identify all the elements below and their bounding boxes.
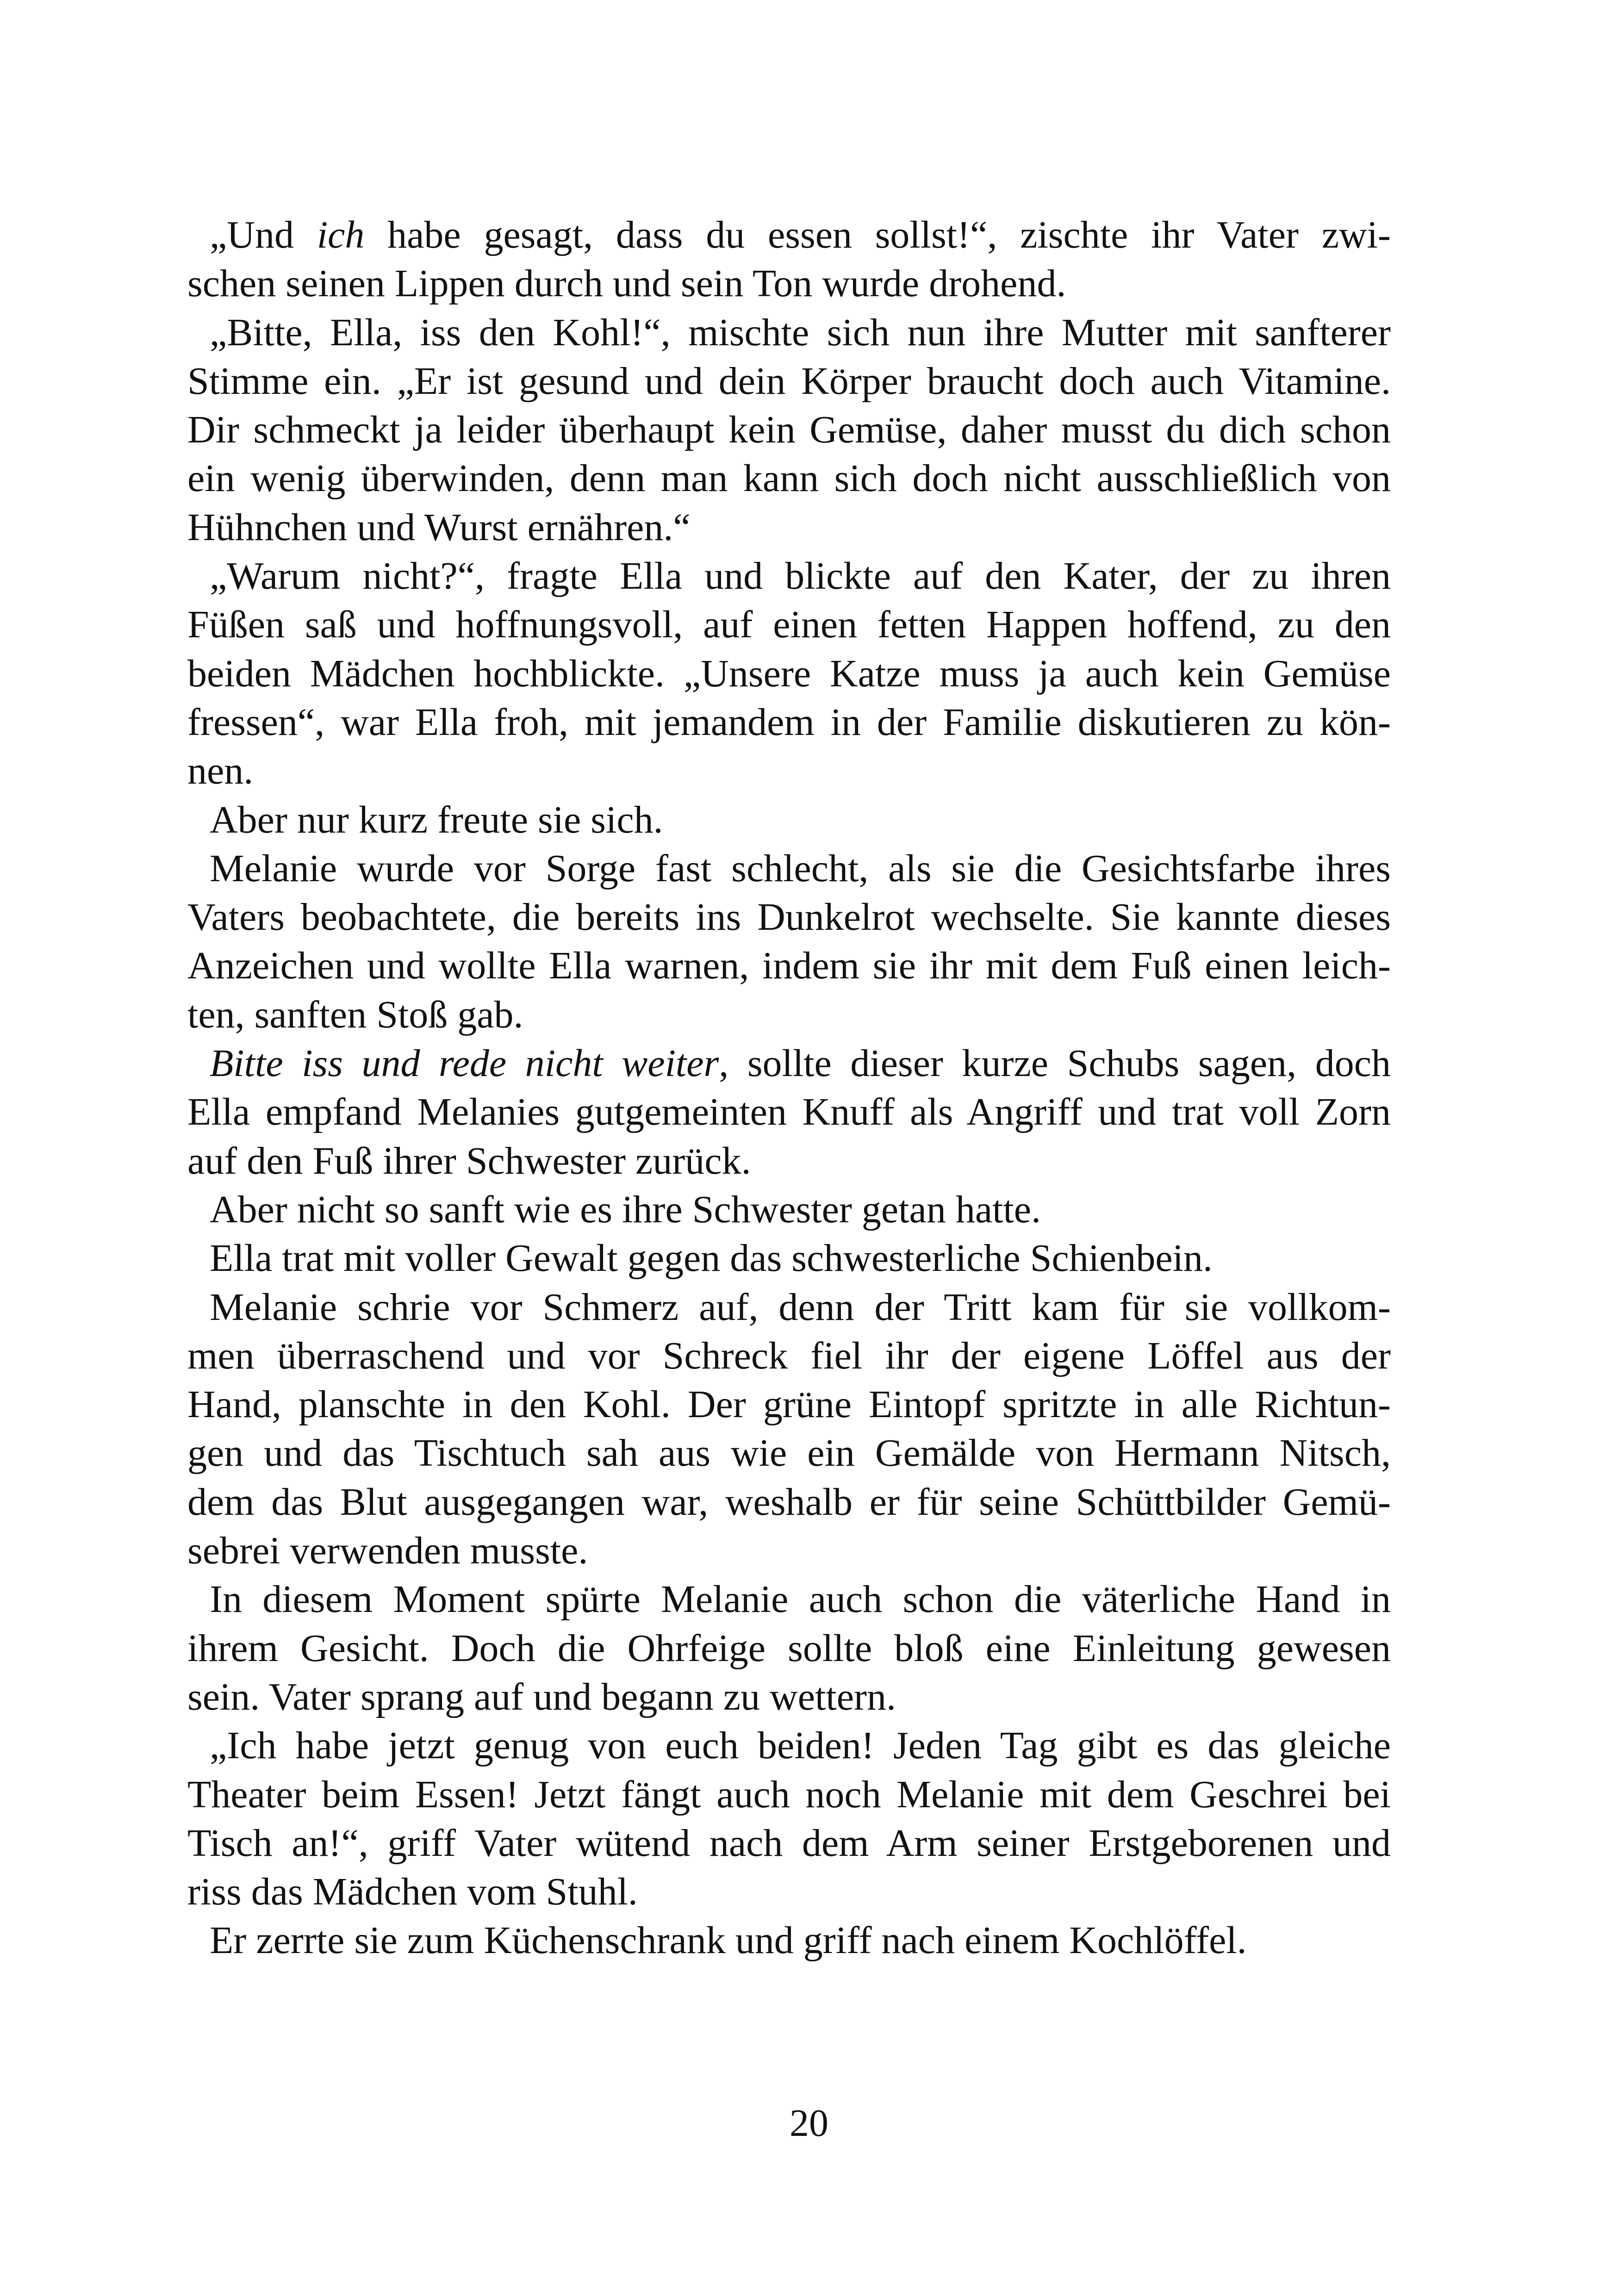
text-line [187, 747, 1391, 795]
text-segment: nen. [187, 749, 254, 793]
text-line [187, 1575, 1391, 1624]
text-line [187, 1234, 1391, 1282]
text-line [187, 1185, 1391, 1234]
text-segment: ihrem Gesicht. Doch die Ohrfeige sollte bloß eine Einleitung gewesen [187, 1626, 1391, 1670]
text-segment: Füßen saß und hoffnungsvoll, auf einen fetten Happen hoffend, zu den [187, 603, 1391, 647]
text-segment: riss das Mädchen vom Stuhl. [187, 1870, 638, 1914]
text-segment: Melanie wurde vor Sorge fast schlecht, als sie die Gesichtsfarbe ihres [210, 846, 1391, 890]
text-segment: Tisch an!“, griff Vater wütend nach dem Arm seiner Erstgeborenen und [187, 1821, 1391, 1865]
text-line [187, 941, 1391, 990]
text-line [187, 1526, 1391, 1575]
text-line [187, 1137, 1391, 1185]
text-line [187, 1916, 1391, 1965]
text-line [187, 1039, 1391, 1088]
italic-text: Bitte iss und rede nicht weiter [210, 1042, 719, 1085]
text-line [187, 211, 1391, 259]
text-segment: Dir schmeckt ja leider überhaupt kein Gemüse, daher musst du dich schon [187, 408, 1391, 452]
text-segment: Ella empfand Melanies gutgemeinten Knuff als Angriff und trat voll Zorn [187, 1090, 1391, 1134]
text-segment: Vaters beobachtete, die bereits ins Dunkelrot wechselte. Sie kannte dieses [187, 896, 1391, 939]
text-line [187, 990, 1391, 1039]
text-segment: Hand, planschte in den Kohl. Der grüne Eintopf spritzte in alle Richtun- [187, 1383, 1391, 1426]
text-line [187, 796, 1391, 844]
text-line [187, 649, 1391, 698]
text-line [187, 1770, 1391, 1819]
text-line [187, 405, 1391, 454]
text-line [187, 1673, 1391, 1721]
text-line [187, 600, 1391, 649]
text-segment: Stimme ein. „Er ist gesund und dein Körper braucht doch auch Vitamine. [187, 359, 1391, 403]
page-number: 20 [790, 2102, 828, 2145]
text-line [187, 1332, 1391, 1380]
text-segment: sein. Vater sprang auf und begann zu wettern. [187, 1675, 896, 1718]
text-segment: men überraschend und vor Schreck fiel ihr der eigene Löffel aus der [187, 1334, 1391, 1377]
text-segment: Ella trat mit voller Gewalt gegen das schwesterliche Schienbein. [210, 1237, 1213, 1280]
text-line [187, 1624, 1391, 1673]
text-line [187, 503, 1391, 552]
text-line [187, 893, 1391, 941]
text-line [187, 1380, 1391, 1429]
text-segment: schen seinen Lippen durch und sein Ton wurde drohend. [187, 262, 1066, 305]
text-line [187, 308, 1391, 357]
text-segment: gen und das Tischtuch sah aus wie ein Gemälde von Hermann Nitsch, [187, 1431, 1391, 1475]
text-line [187, 259, 1391, 308]
text-line [187, 1867, 1391, 1916]
text-line [187, 1088, 1391, 1136]
text-segment: „Ich habe jetzt genug von euch beiden! Jeden Tag gibt es das gleiche [210, 1724, 1391, 1767]
text-line [187, 844, 1391, 893]
text-segment: In diesem Moment spürte Melanie auch schon die väterliche Hand in [210, 1578, 1391, 1621]
text-segment: „Warum nicht?“, fragte Ella und blickte auf den Kater, der zu ihren [210, 554, 1391, 598]
text-segment: „Und [210, 213, 317, 256]
text-line [187, 1478, 1391, 1526]
text-segment: fressen“, war Ella froh, mit jemandem in der Familie diskutieren zu kön- [187, 700, 1391, 744]
body-text [187, 211, 1391, 1965]
text-segment: ten, sanften Stoß gab. [187, 993, 523, 1036]
text-segment: dem das Blut ausgegangen war, weshalb er für seine Schüttbilder Gemü- [187, 1480, 1391, 1524]
text-segment: Melanie schrie vor Schmerz auf, denn der Tritt kam für sie vollkom- [210, 1285, 1391, 1329]
text-segment: ein wenig überwinden, denn man kann sich doch nicht ausschließlich von [187, 457, 1391, 500]
text-line [187, 1721, 1391, 1770]
text-segment: Er zerrte sie zum Küchenschrank und griff nach einem Kochlöffel. [210, 1919, 1247, 1962]
text-line [187, 1429, 1391, 1477]
text-segment: „Bitte, Ella, iss den Kohl!“, mischte sich nun ihre Mutter mit sanfterer [210, 311, 1391, 354]
italic-text: ich [317, 213, 365, 256]
text-line [187, 698, 1391, 747]
text-segment: habe gesagt, dass du essen sollst!“, zischte ihr Vater zwi- [364, 213, 1391, 256]
text-segment: , sollte dieser kurze Schubs sagen, doch [719, 1042, 1391, 1085]
text-segment: Aber nur kurz freute sie sich. [210, 798, 663, 841]
text-segment: auf den Fuß ihrer Schwester zurück. [187, 1139, 751, 1182]
text-segment: Theater beim Essen! Jetzt fängt auch noch Melanie mit dem Geschrei bei [187, 1773, 1391, 1816]
text-segment: Hühnchen und Wurst ernähren.“ [187, 505, 691, 549]
text-segment: beiden Mädchen hochblickte. „Unsere Katze muss ja auch kein Gemüse [187, 652, 1391, 695]
text-line [187, 454, 1391, 503]
text-line [187, 1819, 1391, 1867]
text-segment: sebrei verwenden musste. [187, 1529, 588, 1573]
text-segment: Anzeichen und wollte Ella warnen, indem sie ihr mit dem Fuß einen leich- [187, 944, 1391, 988]
text-line [187, 357, 1391, 405]
text-segment: Aber nicht so sanft wie es ihre Schwester getan hatte. [210, 1188, 1041, 1231]
text-line [187, 1283, 1391, 1332]
text-line [187, 552, 1391, 600]
